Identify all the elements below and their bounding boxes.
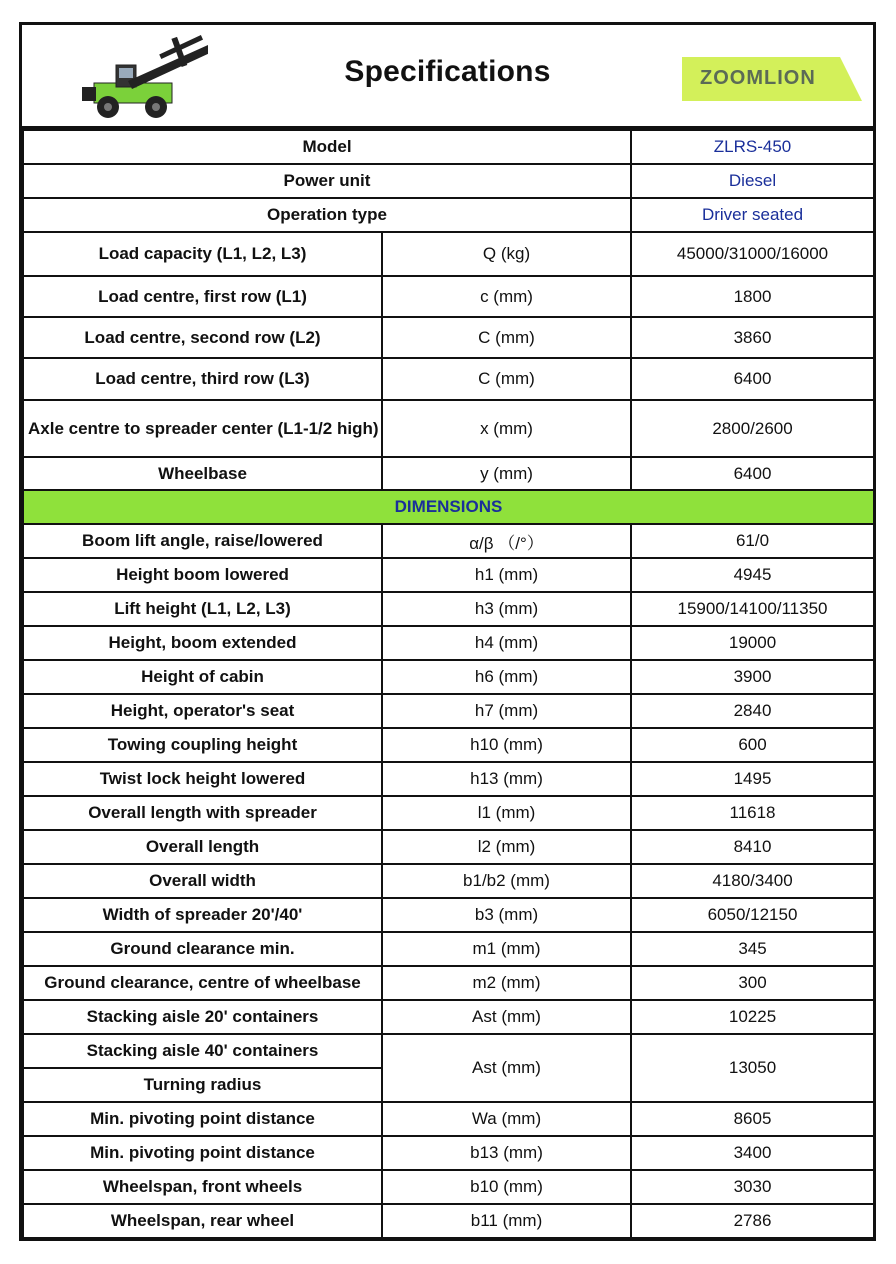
zoomlion-logo	[682, 57, 862, 101]
spec-value: 8410	[631, 830, 874, 864]
spec-label: Overall width	[23, 864, 382, 898]
load-row	[23, 276, 874, 317]
info-label: Power unit	[23, 164, 631, 198]
spec-unit: m1 (mm)	[382, 932, 631, 966]
page-title: Specifications	[344, 55, 551, 88]
load-row	[23, 317, 874, 358]
spec-unit: b11 (mm)	[382, 1204, 631, 1238]
spec-label: Wheelspan, front wheels	[23, 1170, 382, 1204]
spec-value: 300	[631, 966, 874, 1000]
spec-value: 1800	[631, 276, 874, 317]
spec-label: Overall length with spreader	[23, 796, 382, 830]
spec-value: 6050/12150	[631, 898, 874, 932]
spec-value: 4945	[631, 558, 874, 592]
spec-unit: m2 (mm)	[382, 966, 631, 1000]
spec-label: Height, operator's seat	[23, 694, 382, 728]
spec-label: Towing coupling height	[23, 728, 382, 762]
load-row	[23, 457, 874, 490]
spec-value: 11618	[631, 796, 874, 830]
info-value: Driver seated	[631, 198, 874, 232]
spec-value: 3900	[631, 660, 874, 694]
spec-value: 10225	[631, 1000, 874, 1034]
info-value: ZLRS-450	[631, 130, 874, 164]
spec-sheet	[19, 22, 876, 1241]
spec-label: Width of spreader 20'/40'	[23, 898, 382, 932]
dimension-row	[23, 932, 874, 966]
dimension-row	[23, 762, 874, 796]
spec-label: Axle centre to spreader center (L1-1/2 high)	[23, 400, 382, 457]
spec-value: 3400	[631, 1136, 874, 1170]
dimension-row	[23, 1136, 874, 1170]
spec-unit: l1 (mm)	[382, 796, 631, 830]
info-row	[23, 164, 874, 198]
spec-label: Height of cabin	[23, 660, 382, 694]
info-label: Model	[23, 130, 631, 164]
spec-value: 19000	[631, 626, 874, 660]
spec-label: Ground clearance, centre of wheelbase	[23, 966, 382, 1000]
dimension-row	[23, 1102, 874, 1136]
spec-value: 13050	[631, 1034, 874, 1102]
spec-label: Overall length	[23, 830, 382, 864]
spec-unit: h13 (mm)	[382, 762, 631, 796]
spec-label: Stacking aisle 20' containers	[23, 1000, 382, 1034]
spec-value: 6400	[631, 457, 874, 490]
spec-unit: C (mm)	[382, 317, 631, 358]
spec-unit: b1/b2 (mm)	[382, 864, 631, 898]
spec-label: Height boom lowered	[23, 558, 382, 592]
spec-unit: Wa (mm)	[382, 1102, 631, 1136]
spec-unit: h7 (mm)	[382, 694, 631, 728]
info-row	[23, 130, 874, 164]
logo-text: ZOOMLION	[700, 67, 816, 89]
spec-unit: α/β （/°）	[382, 524, 631, 558]
dimension-row	[23, 524, 874, 558]
spec-value: 4180/3400	[631, 864, 874, 898]
spec-unit: c (mm)	[382, 276, 631, 317]
spec-label: Load capacity (L1, L2, L3)	[23, 232, 382, 276]
spec-table-body	[23, 130, 874, 1238]
section-title-dimensions: DIMENSIONS	[23, 490, 874, 524]
spec-value: 3860	[631, 317, 874, 358]
info-row	[23, 198, 874, 232]
dimension-row	[23, 796, 874, 830]
dimension-row	[23, 694, 874, 728]
spec-unit: b10 (mm)	[382, 1170, 631, 1204]
dimension-row	[23, 898, 874, 932]
dimension-row	[23, 830, 874, 864]
spec-label: Turning radius	[23, 1068, 382, 1102]
info-label: Operation type	[23, 198, 631, 232]
spec-unit: Ast (mm)	[382, 1000, 631, 1034]
dimension-row	[23, 728, 874, 762]
dimension-row	[23, 558, 874, 592]
spec-label: Load centre, first row (L1)	[23, 276, 382, 317]
spec-value: 15900/14100/11350	[631, 592, 874, 626]
load-row	[23, 358, 874, 400]
spec-unit: Q (kg)	[382, 232, 631, 276]
dimension-row	[23, 626, 874, 660]
spec-value: 345	[631, 932, 874, 966]
spec-value: 2786	[631, 1204, 874, 1238]
spec-value: 45000/31000/16000	[631, 232, 874, 276]
spec-label: Wheelspan, rear wheel	[23, 1204, 382, 1238]
spec-label: Min. pivoting point distance	[23, 1102, 382, 1136]
spec-unit: h1 (mm)	[382, 558, 631, 592]
spec-unit: h3 (mm)	[382, 592, 631, 626]
section-header-row	[23, 490, 874, 524]
spec-value: 8605	[631, 1102, 874, 1136]
spec-value: 600	[631, 728, 874, 762]
sheet-header	[22, 25, 873, 129]
dimension-row	[23, 1000, 874, 1034]
spec-unit: l2 (mm)	[382, 830, 631, 864]
spec-unit: y (mm)	[382, 457, 631, 490]
spec-label: Load centre, second row (L2)	[23, 317, 382, 358]
spec-label: Ground clearance min.	[23, 932, 382, 966]
spec-unit: h6 (mm)	[382, 660, 631, 694]
dimension-row	[23, 1034, 874, 1068]
spec-unit: Ast (mm)	[382, 1034, 631, 1102]
spec-label: Stacking aisle 40' containers	[23, 1034, 382, 1068]
spec-label: Lift height (L1, L2, L3)	[23, 592, 382, 626]
info-value: Diesel	[631, 164, 874, 198]
spec-unit: h10 (mm)	[382, 728, 631, 762]
dimension-row	[23, 966, 874, 1000]
spec-label: Boom lift angle, raise/lowered	[23, 524, 382, 558]
spec-value: 61/0	[631, 524, 874, 558]
dimension-row	[23, 1170, 874, 1204]
spec-unit: b13 (mm)	[382, 1136, 631, 1170]
spec-value: 3030	[631, 1170, 874, 1204]
dimension-row	[23, 1204, 874, 1238]
spec-unit: x (mm)	[382, 400, 631, 457]
spec-value: 2800/2600	[631, 400, 874, 457]
dimension-row	[23, 592, 874, 626]
spec-value: 2840	[631, 694, 874, 728]
spec-unit: b3 (mm)	[382, 898, 631, 932]
spec-value: 1495	[631, 762, 874, 796]
spec-label: Load centre, third row (L3)	[23, 358, 382, 400]
spec-unit: C (mm)	[382, 358, 631, 400]
spec-unit: h4 (mm)	[382, 626, 631, 660]
dimension-row	[23, 864, 874, 898]
spec-table	[22, 129, 875, 1239]
load-row	[23, 400, 874, 457]
spec-value: 6400	[631, 358, 874, 400]
spec-label: Height, boom extended	[23, 626, 382, 660]
spec-label: Twist lock height lowered	[23, 762, 382, 796]
dimension-row	[23, 660, 874, 694]
load-row	[23, 232, 874, 276]
spec-label: Wheelbase	[23, 457, 382, 490]
spec-label: Min. pivoting point distance	[23, 1136, 382, 1170]
